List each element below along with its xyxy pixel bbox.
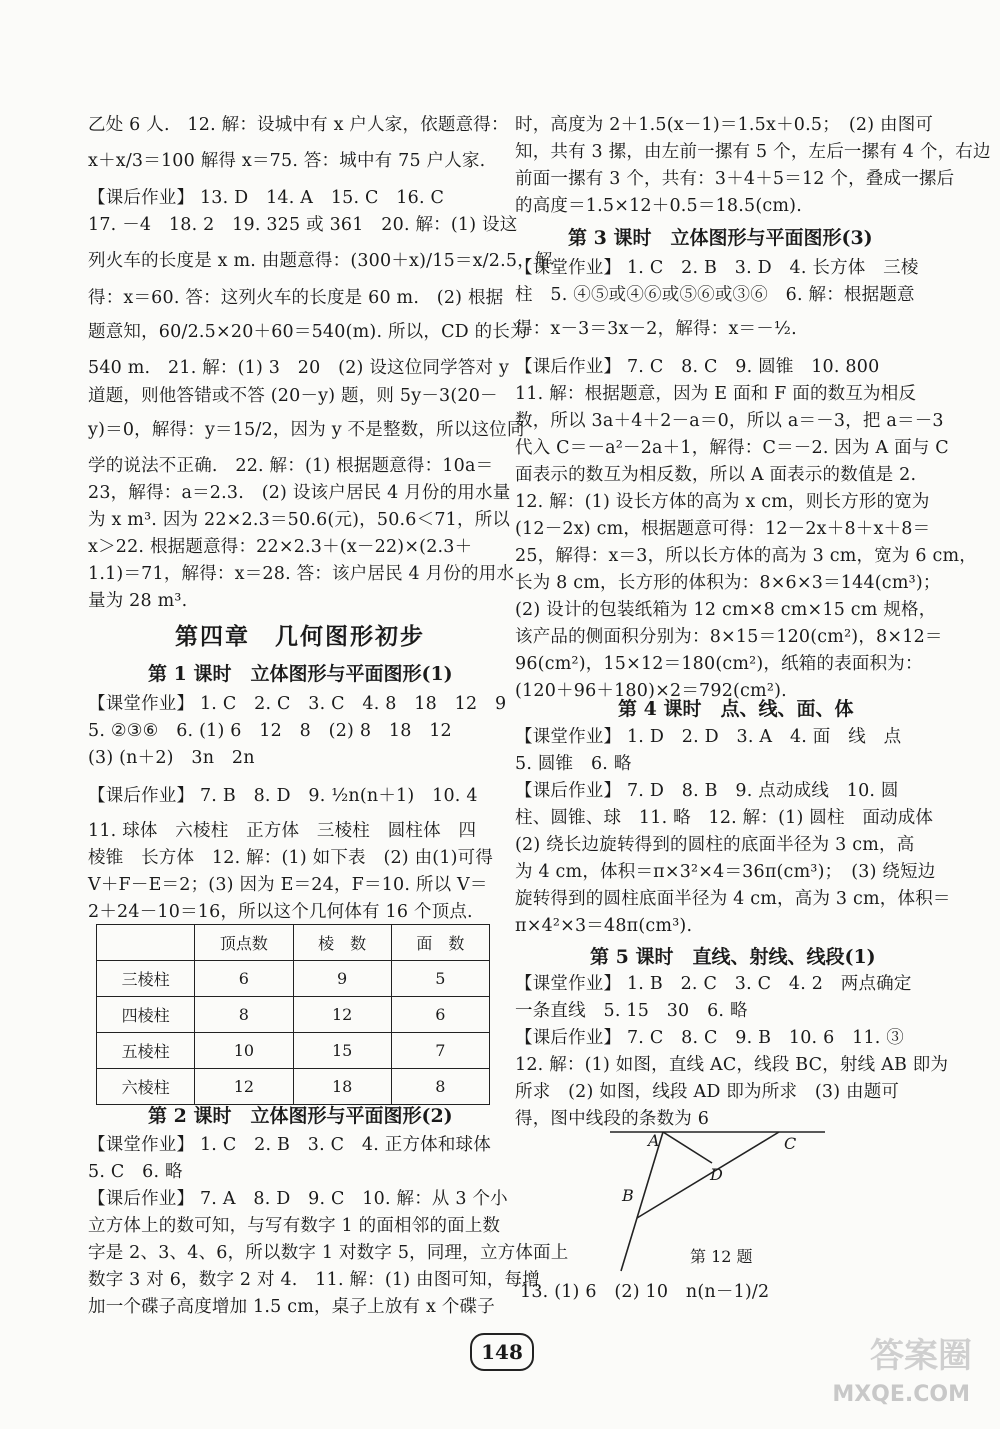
text-line: 量为 28 m³.	[88, 591, 188, 611]
text-line: 题意知，60/2.5×20＋60＝540(m). 所以，CD 的长为	[88, 322, 528, 342]
text-line: 为 4 cm，体积＝π×3²×4＝36π(cm³)； (3) 绕短边	[515, 862, 936, 882]
text-line: 【课后作业】 7. C 8. C 9. 圆锥 10. 800	[515, 357, 880, 377]
text-line: 为 x m³. 因为 22×2.3＝50.6(元)，50.6＜71，所以	[88, 510, 511, 530]
chapter-title: 第四章 几何图形初步	[175, 623, 425, 650]
text-line: V＋F－E＝2；(3) 因为 E＝24，F＝10. 所以 V＝	[88, 875, 488, 895]
text-line: 数字 3 对 6，数字 2 对 4. 11. 解：(1) 由图可知，每增	[88, 1270, 540, 1290]
text-line: x＋x/3＝100 解得 x＝75. 答：城中有 75 户人家.	[88, 151, 486, 171]
text-line: 知，共有 3 摞，由左前一摞有 5 个，左后一摞有 4 个，右边	[515, 142, 991, 162]
geometry-table	[96, 924, 490, 1105]
table-cell: 5	[391, 961, 489, 997]
table-cell: 8	[195, 997, 293, 1033]
text-line: 2＋24－10＝16，所以这个几何体有 16 个顶点.	[88, 902, 473, 922]
table-cell: 面 数	[391, 925, 489, 961]
watermark-logo: 答案圈	[870, 1336, 972, 1376]
table-row	[97, 997, 490, 1033]
text-line: (120＋96＋180)×2＝792(cm²).	[515, 681, 787, 701]
text-line: 1.1)＝71，解得：x＝28. 答：该户居民 4 月份的用水	[88, 564, 515, 584]
text-line: 【课堂作业】 1. D 2. D 3. A 4. 面 线 点	[515, 727, 902, 747]
table-cell: 五棱柱	[97, 1033, 195, 1069]
text-line: 96(cm²)，15×12＝180(cm²)，纸箱的表面积为：	[515, 654, 923, 674]
watermark-site: MXQE.COM	[832, 1382, 970, 1407]
point-label-b: B	[622, 1186, 634, 1205]
figure-caption: 第 12 题	[690, 1247, 753, 1266]
text-line: 得：x＝60. 答：这列火车的长度是 60 m. (2) 根据	[88, 288, 504, 308]
lesson-title: 第 3 课时 立体图形与平面图形(3)	[568, 227, 873, 249]
text-line: (2) 设计的包装纸箱为 12 cm×8 cm×15 cm 规格，	[515, 600, 937, 620]
text-line: 12. 解：(1) 设长方体的高为 x cm，则长方形的宽为	[515, 492, 930, 512]
text-line: 字是 2、3、4、6，所以数字 1 对数字 5，同理，立方体面上	[88, 1243, 569, 1263]
point-label-a: A	[648, 1131, 660, 1150]
text-line: 加一个碟子高度增加 1.5 cm，桌子上放有 x 个碟子	[88, 1297, 495, 1317]
text-line: 该产品的侧面积分别为：8×15＝120(cm²)，8×12＝	[515, 627, 943, 647]
table-cell: 四棱柱	[97, 997, 195, 1033]
text-line: 前面一摞有 3 个，共有：3＋4＋5＝12 个，叠成一摞后	[515, 169, 955, 189]
text-line: 【课堂作业】 1. C 2. C 3. C 4. 8 18 12 9	[88, 694, 507, 714]
text-line: 【课后作业】 13. D 14. A 15. C 16. C	[88, 188, 445, 208]
table-row	[97, 961, 490, 997]
table-cell: 顶点数	[195, 925, 293, 961]
text-line: 乙处 6 人. 12. 解：设城中有 x 户人家，依题意得：	[88, 115, 509, 135]
table-cell: 7	[391, 1033, 489, 1069]
table-cell: 六棱柱	[97, 1069, 195, 1105]
text-line: 5. C 6. 略	[88, 1162, 183, 1182]
point-label-c: C	[784, 1134, 797, 1153]
text-line: 的高度＝1.5×12＋0.5＝18.5(cm).	[515, 196, 802, 216]
text-line: 代入 C＝－a²－2a＋1，解得：C＝－2. 因为 A 面与 C	[515, 438, 949, 458]
text-line: 5. ②③⑥ 6. (1) 6 12 8 (2) 8 18 12	[88, 721, 452, 741]
text-line: 棱锥 长方体 12. 解：(1) 如下表 (2) 由(1)可得	[88, 848, 494, 868]
text-line: 11. 球体 六棱柱 正方体 三棱柱 圆柱体 四	[88, 821, 477, 841]
point-label-d: D	[710, 1165, 723, 1184]
lesson-title: 第 4 课时 点、线、面、体	[618, 698, 854, 720]
page-number: 148	[470, 1333, 534, 1371]
table-row	[97, 1033, 490, 1069]
text-line: 所求 (2) 如图，线段 AD 即为所求 (3) 由题可	[515, 1082, 900, 1102]
text-line: (3) (n＋2) 3n 2n	[88, 748, 255, 768]
text-line: 旋转得到的圆柱底面半径为 4 cm，高为 3 cm，体积＝	[515, 889, 951, 909]
text-line: 540 m. 21. 解：(1) 3 20 (2) 设这位同学答对 y	[88, 358, 510, 378]
table-header-row	[97, 925, 490, 961]
text-line: 时，高度为 2＋1.5(x－1)＝1.5x＋0.5； (2) 由图可	[515, 115, 934, 135]
text-line: 柱 5. ④⑤或④⑥或⑤⑥或③⑥ 6. 解：根据题意	[515, 285, 915, 305]
table-cell: 三棱柱	[97, 961, 195, 997]
text-line: 一条直线 5. 15 30 6. 略	[515, 1001, 748, 1021]
text-line: 柱、圆锥、球 11. 略 12. 解：(1) 圆柱 面动成体	[515, 808, 934, 828]
table-cell: 8	[391, 1069, 489, 1105]
text-line: 【课堂作业】 1. B 2. C 3. C 4. 2 两点确定	[515, 974, 912, 994]
lesson-title: 第 1 课时 立体图形与平面图形(1)	[148, 663, 453, 685]
text-line: x＞22. 根据题意得：22×2.3＋(x－22)×(2.3＋	[88, 537, 473, 557]
text-line: 12. 解：(1) 如图，直线 AC，线段 BC，射线 AB 即为	[515, 1055, 949, 1075]
text-line: 25，解得：x＝3，所以长方体的高为 3 cm，宽为 6 cm，	[515, 546, 977, 566]
text-line: 【课堂作业】 1. C 2. B 3. C 4. 正方体和球体	[88, 1135, 491, 1155]
table-cell: 棱 数	[293, 925, 391, 961]
table-cell: 9	[293, 961, 391, 997]
segment-AD	[663, 1132, 712, 1163]
text-line: 5. 圆锥 6. 略	[515, 754, 632, 774]
table-cell: 15	[293, 1033, 391, 1069]
text-line: π×4²×3＝48π(cm³).	[515, 916, 693, 936]
table-cell: 6	[195, 961, 293, 997]
text-line: 面表示的数互为相反数，所以 A 面表示的数值是 2.	[515, 465, 917, 485]
text-line: 得：x－3＝3x－2，解得：x＝－½.	[515, 319, 797, 339]
text-line: 【课堂作业】 1. C 2. B 3. D 4. 长方体 三棱	[515, 258, 919, 278]
text-line: (12－2x) cm，根据题意可得：12－2x＋8＋x＋8＝	[515, 519, 931, 539]
table-cell: 12	[195, 1069, 293, 1105]
text-line: 13. (1) 6 (2) 10 n(n－1)/2	[520, 1282, 770, 1302]
text-line: 立方体上的数可知，与写有数字 1 的面相邻的面上数	[88, 1216, 501, 1236]
text-line: 11. 解：根据题意，因为 E 面和 F 面的数互为相反	[515, 384, 917, 404]
table-cell: 10	[195, 1033, 293, 1069]
lesson-title: 第 2 课时 立体图形与平面图形(2)	[148, 1105, 453, 1127]
text-line: 23，解得：a＝2.3. (2) 设该户居民 4 月份的用水量	[88, 483, 511, 503]
table-cell	[97, 925, 195, 961]
text-line: 长为 8 cm，长方形的体积为：8×6×3＝144(cm³)；	[515, 573, 941, 593]
text-line: y)＝0，解得：y＝15/2，因为 y 不是整数，所以这位同	[88, 420, 525, 440]
lesson-title: 第 5 课时 直线、射线、线段(1)	[590, 946, 876, 968]
text-line: 数，所以 3a＋4＋2－a＝0，所以 a＝－3，把 a＝－3	[515, 411, 944, 431]
table-cell: 6	[391, 997, 489, 1033]
text-line: 学的说法不正确. 22. 解：(1) 根据题意得：10a＝	[88, 456, 494, 476]
text-line: 【课后作业】 7. A 8. D 9. C 10. 解：从 3 个小	[88, 1189, 508, 1209]
text-line: 道题，则他答错或不答 (20－y) 题，则 5y－3(20－	[88, 386, 498, 406]
text-line: 列火车的长度是 x m. 由题意得：(300＋x)/15＝x/2.5，解	[88, 251, 553, 271]
text-line: (2) 绕长边旋转得到的圆柱的底面半径为 3 cm，高	[515, 835, 915, 855]
text-line: 【课后作业】 7. C 8. C 9. B 10. 6 11. ③	[515, 1028, 905, 1048]
text-line: 17. －4 18. 2 19. 325 或 361 20. 解：(1) 设这	[88, 215, 518, 235]
table-row	[97, 1069, 490, 1105]
table-cell: 12	[293, 997, 391, 1033]
text-line: 【课后作业】 7. D 8. B 9. 点动成线 10. 圆	[515, 781, 899, 801]
text-line: 【课后作业】 7. B 8. D 9. ½n(n＋1) 10. 4	[88, 786, 478, 806]
text-line: 得，图中线段的条数为 6	[515, 1109, 710, 1129]
table-cell: 18	[293, 1069, 391, 1105]
